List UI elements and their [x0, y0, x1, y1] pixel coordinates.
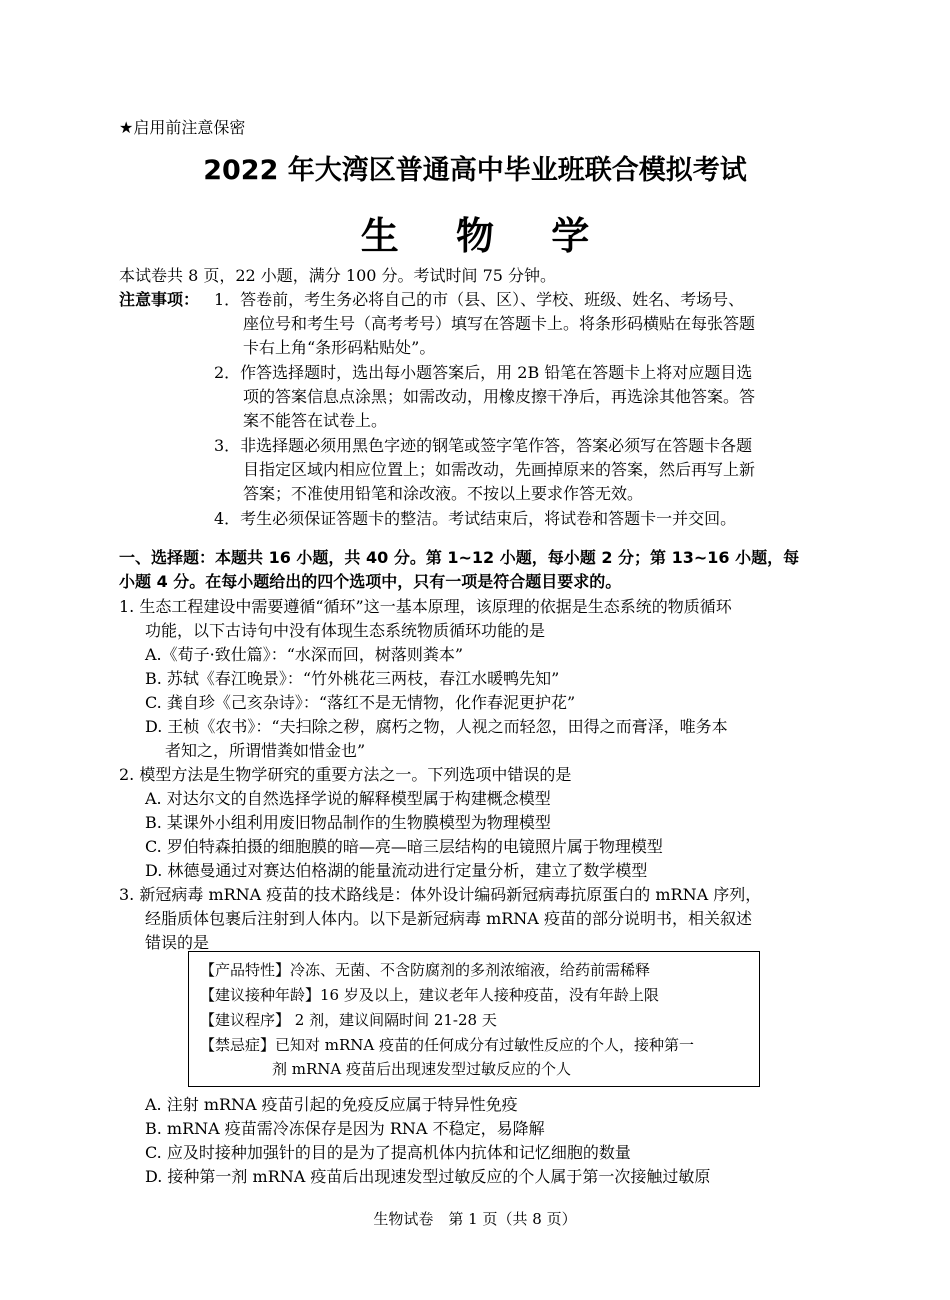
q1-option-c: C. 龚自珍《己亥杂诗》：“落红不是无情物，化作春泥更护花”: [145, 693, 576, 712]
box-line-recommended-schedule: 【建议程序】 2 剂，建议间隔时间 21-28 天: [200, 1011, 497, 1029]
notice-1-line-1: 1．答卷前，考生务必将自己的市（县、区）、学校、班级、姓名、考场号、: [214, 290, 745, 309]
notice-label: 注意事项：: [119, 290, 200, 309]
q2-option-d: D. 林德曼通过对赛达伯格湖的能量流动进行定量分析，建立了数学模型: [145, 861, 648, 880]
notice-2-line-3: 案不能答在试卷上。: [243, 411, 388, 430]
notice-4-line-1: 4．考生必须保证答题卡的整洁。考试结束后，将试卷和答题卡一并交回。: [214, 509, 737, 528]
notice-2-line-1: 2．作答选择题时，选出每小题答案后，用 2B 铅笔在答题卡上将对应题目选: [214, 363, 753, 382]
q1-stem-line-1: 1. 生态工程建设中需要遵循“循环”这一基本原理，该原理的依据是生态系统的物质循环: [119, 597, 732, 616]
q3-stem-line-3: 错误的是: [145, 933, 210, 952]
q1-option-d-line-2: 者知之，所谓惜粪如惜金也”: [165, 741, 366, 760]
q1-option-b: B. 苏轼《春江晚景》：“竹外桃花三两枝，春江水暖鸭先知”: [145, 669, 560, 688]
q1-option-a: A.《荀子·致仕篇》：“水深而回，树落则粪本”: [145, 645, 464, 664]
q3-option-c: C. 应及时接种加强针的目的是为了提高机体内抗体和记忆细胞的数量: [145, 1143, 631, 1162]
q1-option-d-line-1: D. 王桢《农书》：“夫扫除之秽，腐朽之物，人视之而轻忽，田得之而膏泽，唯务本: [145, 717, 728, 736]
page-footer: 生物试卷 第 1 页（共 8 页）: [373, 1210, 577, 1228]
q2-stem: 2. 模型方法是生物学研究的重要方法之一。下列选项中错误的是: [119, 765, 572, 784]
q3-stem-line-1: 3. 新冠病毒 mRNA 疫苗的技术路线是：体外设计编码新冠病毒抗原蛋白的 mRNA 序列，: [119, 885, 762, 904]
box-line-recommended-age: 【建议接种年龄】16 岁及以上，建议老年人接种疫苗，没有年龄上限: [200, 986, 659, 1004]
confidential-note: ★启用前注意保密: [119, 118, 246, 137]
box-line-contraindications-cont: 剂 mRNA 疫苗后出现速发型过敏反应的个人: [272, 1060, 572, 1078]
box-line-product-features: 【产品特性】冷冻、无菌、不含防腐剂的多剂浓缩液，给药前需稀释: [200, 961, 651, 979]
q2-option-a: A. 对达尔文的自然选择学说的解释模型属于构建概念模型: [145, 789, 551, 808]
paper-summary: 本试卷共 8 页，22 小题，满分 100 分。考试时间 75 分钟。: [119, 266, 557, 285]
section-heading-line-2: 小题 4 分。在每小题给出的四个选项中，只有一项是符合题目要求的。: [119, 572, 622, 591]
notice-1-line-3: 卡右上角“条形码粘贴处”。: [243, 338, 436, 357]
q2-option-b: B. 某课外小组利用废旧物品制作的生物膜模型为物理模型: [145, 813, 551, 832]
q1-stem-line-2: 功能，以下古诗句中没有体现生态系统物质循环功能的是: [145, 621, 546, 640]
notice-3-line-2: 目指定区域内相应位置上；如需改动，先画掉原来的答案，然后再写上新: [243, 460, 756, 479]
q3-stem-line-2: 经脂质体包裹后注射到人体内。以下是新冠病毒 mRNA 疫苗的部分说明书，相关叙述: [145, 909, 752, 928]
box-line-contraindications: 【禁忌症】已知对 mRNA 疫苗的任何成分有过敏性反应的个人，接种第一: [200, 1036, 695, 1054]
section-heading-line-1: 一、选择题：本题共 16 小题，共 40 分。第 1~12 小题，每小题 2 分；第 13~16 小题，每: [119, 548, 800, 567]
subject-title: 生 物 学: [360, 214, 612, 258]
q2-option-c: C. 罗伯特森拍摄的细胞膜的暗—亮—暗三层结构的电镜照片属于物理模型: [145, 837, 663, 856]
notice-2-line-2: 项的答案信息点涂黑；如需改动，用橡皮擦干净后，再选涂其他答案。答: [243, 387, 756, 406]
notice-1-line-2: 座位号和考生号（高考考号）填写在答题卡上。将条形码横贴在每张答题: [243, 314, 756, 333]
q3-option-d: D. 接种第一剂 mRNA 疫苗后出现速发型过敏反应的个人属于第一次接触过敏原: [145, 1167, 711, 1186]
notice-3-line-1: 3．非选择题必须用黑色字迹的钢笔或签字笔作答，答案必须写在答题卡各题: [214, 436, 753, 455]
notice-3-line-3: 答案；不准使用铅笔和涂改液。不按以上要求作答无效。: [243, 484, 644, 503]
exam-title: 2022 年大湾区普通高中毕业班联合模拟考试: [203, 155, 747, 186]
q3-option-b: B. mRNA 疫苗需冷冻保存是因为 RNA 不稳定，易降解: [145, 1119, 545, 1138]
q3-option-a: A. 注射 mRNA 疫苗引起的免疫反应属于特异性免疫: [145, 1095, 518, 1114]
